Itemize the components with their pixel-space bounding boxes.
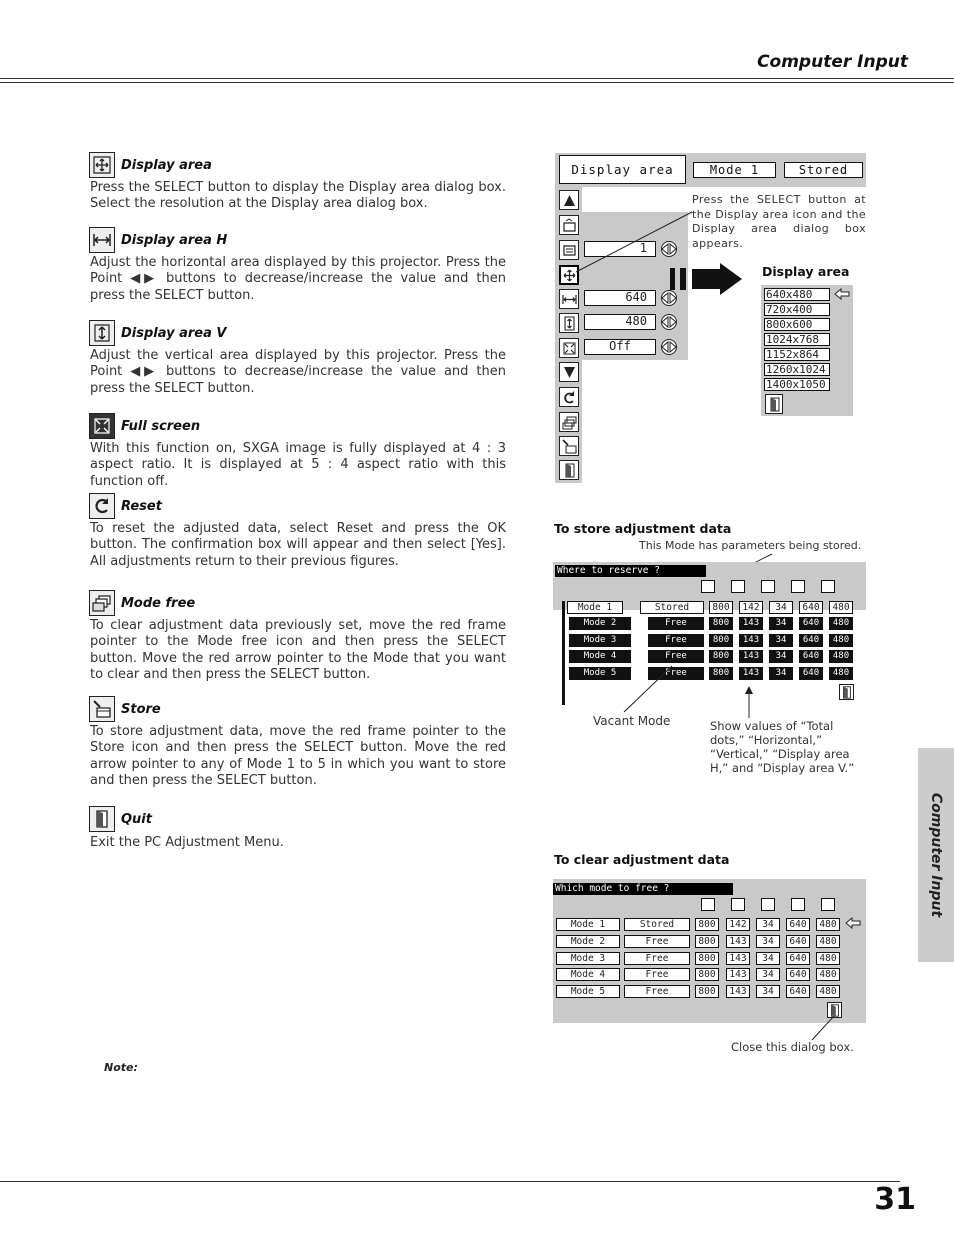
status-box: Stored [784, 162, 863, 178]
store-row-mode[interactable]: Mode 1 [567, 601, 623, 614]
clear-row-value: 640 [786, 935, 810, 948]
section-body: To clear adjustment data previously set, move the red frame pointer to the Mode free icon and then press the SELECT button. Move the red arrow pointer to the Mode that you want to clear and then press the SELECT button. [90, 618, 506, 682]
clear-row-value: 480 [816, 935, 840, 948]
display-area-h-header-icon [791, 580, 805, 593]
clear-row-value: 34 [756, 985, 780, 998]
vertical-header-icon [761, 898, 775, 911]
clear-row-mode[interactable]: Mode 5 [556, 985, 620, 998]
display-area-h-icon [89, 227, 115, 253]
menu-title-box: Display area [559, 155, 686, 184]
section-store [89, 695, 161, 723]
store-row-value: 800 [709, 650, 733, 663]
close-caption: Close this dialog box. [731, 1040, 854, 1054]
header-rule [0, 78, 954, 79]
store-row-status[interactable]: Free [648, 617, 704, 630]
clear-row-value: 800 [695, 952, 719, 965]
quit-menu-icon[interactable] [559, 460, 579, 480]
clear-row-value: 480 [816, 918, 840, 931]
section-body: Exit the PC Adjustment Menu. [90, 835, 284, 850]
store-icon [89, 696, 115, 722]
resolution-item[interactable]: 1400x1050 [764, 378, 830, 391]
store-row-value: 142 [739, 601, 763, 614]
right-arrow-icon [692, 263, 742, 295]
store-dialog-title: Where to reserve ? [555, 565, 706, 577]
side-tab-label: Computer Input [928, 792, 944, 918]
clear-row-mode[interactable]: Mode 2 [556, 935, 620, 948]
vacant-mode-caption: Vacant Mode [593, 714, 671, 728]
store-row-value: 34 [769, 667, 793, 680]
store-row-value: 800 [709, 617, 733, 630]
reset-menu-icon[interactable] [559, 387, 579, 407]
full-screen-menu-icon[interactable] [559, 338, 579, 358]
clear-row-value: 640 [786, 918, 810, 931]
display-area-callout: Press the SELECT button at the Display area icon and the Display area dialog box appears. [692, 193, 866, 250]
quit-icon [89, 806, 115, 832]
section-body: Press the SELECT button to display the Display area dialog box. Select the resolution at the Display area dialog box. [90, 180, 506, 212]
resolution-item[interactable]: 800x600 [764, 318, 830, 331]
resolution-item[interactable]: 720x400 [764, 303, 830, 316]
section-display-area-h [89, 226, 227, 254]
section-body: To store adjustment data, move the red frame pointer to the Store icon and then press the SELECT button. Move the red arrow pointer to any of Mode 1 to 5 in which you want to store and then press the SELECT button. [90, 724, 506, 788]
clear-row-value: 480 [816, 952, 840, 965]
section-title: Reset [121, 498, 162, 514]
store-row-value: 143 [739, 634, 763, 647]
store-row-value: 34 [769, 634, 793, 647]
full-screen-icon [89, 413, 115, 439]
reset-icon [89, 493, 115, 519]
store-row-value: 480 [829, 650, 853, 663]
section-title: Display area V [121, 325, 227, 341]
section-title: Display area [121, 157, 212, 173]
clear-dialog-title: Which mode to free ? [553, 883, 733, 895]
vertical-header-icon [761, 580, 775, 593]
resolution-item[interactable]: 1024x768 [764, 333, 830, 346]
scroll-up-icon[interactable] [559, 190, 579, 210]
store-row-mode[interactable]: Mode 4 [569, 650, 631, 663]
store-row-value: 800 [709, 634, 733, 647]
section-quit [89, 805, 152, 833]
total-dots-header-icon [701, 898, 715, 911]
clear-row-value: 143 [726, 968, 750, 981]
point-lr-icon[interactable] [659, 314, 679, 330]
clear-row-status[interactable]: Stored [624, 918, 690, 931]
clear-row-value: 800 [695, 935, 719, 948]
total-dots-value[interactable]: 1 [584, 241, 656, 257]
horizontal-header-icon [731, 898, 745, 911]
display-area-h-menu-icon[interactable] [559, 289, 579, 309]
display-area-h-header-icon [791, 898, 805, 911]
store-row-mode[interactable]: Mode 2 [569, 617, 631, 630]
section-title: Quit [121, 811, 152, 827]
store-row-value: 143 [739, 667, 763, 680]
display-area-v-value[interactable]: 480 [584, 314, 656, 330]
display-area-icon [89, 152, 115, 178]
store-row-status[interactable]: Free [648, 650, 704, 663]
pointer-arrow-icon [845, 917, 861, 929]
point-lr-icon[interactable] [659, 290, 679, 306]
clear-row-value: 34 [756, 968, 780, 981]
store-row-value: 143 [739, 650, 763, 663]
resolution-item[interactable]: 640x480 [764, 288, 830, 301]
store-row-mode[interactable]: Mode 5 [569, 667, 631, 680]
mode-free-menu-icon[interactable] [559, 412, 579, 432]
clear-row-value: 640 [786, 952, 810, 965]
store-rows-left-bar [562, 601, 565, 705]
store-row-value: 480 [829, 634, 853, 647]
clear-row-value: 143 [726, 935, 750, 948]
store-row-value: 34 [769, 650, 793, 663]
section-title: Store [121, 701, 161, 717]
arrow-bar-2 [680, 268, 686, 290]
side-tab [918, 748, 954, 962]
dialog-label: Display area [762, 264, 850, 279]
store-row-status[interactable]: Stored [640, 601, 704, 614]
clear-row-value: 143 [726, 985, 750, 998]
section-body: With this function on, SXGA image is fully displayed at 4 : 3 aspect ratio. It is displayed at 5 : 4 aspect ratio with this function off. [90, 441, 506, 489]
show-values-caption: Show values of “Total dots,” “Horizontal,” “Vertical,” “Display area H,” and “Display area V.” [710, 719, 855, 775]
section-full-screen [89, 412, 200, 440]
clear-row-value: 800 [695, 918, 719, 931]
scroll-down-icon[interactable] [559, 362, 579, 382]
pointer-arrow-icon [834, 288, 850, 300]
arrow-bar-1 [670, 268, 675, 290]
store-row-value: 480 [829, 601, 853, 614]
header-rule-thin [0, 82, 954, 83]
total-dots-header-icon [701, 580, 715, 593]
clear-row-value: 143 [726, 952, 750, 965]
resolution-item[interactable]: 1152x864 [764, 348, 830, 361]
vacant-leader-line [620, 660, 680, 716]
store-row-value: 480 [829, 667, 853, 680]
store-row-value: 800 [709, 667, 733, 680]
mode-free-icon [89, 590, 115, 616]
clear-row-status[interactable]: Free [624, 968, 690, 981]
clear-row-value: 34 [756, 935, 780, 948]
clear-row-value: 34 [756, 918, 780, 931]
quit-dialog-icon[interactable] [765, 394, 783, 414]
display-area-v-icon [89, 320, 115, 346]
horizontal-header-icon [731, 580, 745, 593]
clear-row-value: 640 [786, 968, 810, 981]
section-body: Adjust the vertical area displayed by this projector. Press the Point ◀▶ buttons to decrease/increase the value and then press the SELECT button. [90, 348, 506, 396]
store-row-value: 640 [799, 617, 823, 630]
section-display-area-v [89, 319, 226, 347]
section-title: Full screen [121, 418, 201, 434]
store-row-status[interactable]: Free [648, 667, 704, 680]
clear-row-mode[interactable]: Mode 4 [556, 968, 620, 981]
section-body: Adjust the horizontal area displayed by this projector. Press the Point ◀▶ buttons to decrease/increase the value and then press the SELECT button. [90, 255, 506, 303]
full-screen-value[interactable]: Off [584, 339, 656, 355]
display-area-v-menu-icon[interactable] [559, 313, 579, 333]
clear-row-status[interactable]: Free [624, 935, 690, 948]
clear-row-mode[interactable]: Mode 1 [556, 918, 620, 931]
store-row-value: 34 [769, 617, 793, 630]
clear-row-status[interactable]: Free [624, 952, 690, 965]
page-header-title: Computer Input [757, 52, 908, 72]
store-row-value: 143 [739, 617, 763, 630]
display-area-h-value[interactable]: 640 [584, 290, 656, 306]
store-row-value: 640 [799, 634, 823, 647]
quit-store-icon[interactable] [839, 684, 854, 700]
clear-row-value: 480 [816, 985, 840, 998]
clear-row-value: 800 [695, 985, 719, 998]
store-row-value: 34 [769, 601, 793, 614]
values-leader-arrow [742, 684, 756, 720]
store-heading: To store adjustment data [554, 521, 732, 536]
clear-row-value: 480 [816, 968, 840, 981]
clear-row-mode[interactable]: Mode 3 [556, 952, 620, 965]
clear-heading: To clear adjustment data [554, 852, 730, 867]
close-leader-line [808, 1014, 838, 1042]
section-display-area [89, 151, 212, 179]
clear-row-value: 34 [756, 952, 780, 965]
clear-row-value: 142 [726, 918, 750, 931]
section-reset [89, 492, 162, 520]
resolution-item[interactable]: 1260x1024 [764, 363, 830, 376]
store-row-mode[interactable]: Mode 3 [569, 634, 631, 647]
store-caption-top: This Mode has parameters being stored. [639, 539, 862, 552]
mode-box: Mode 1 [693, 162, 776, 178]
section-title: Mode free [121, 595, 196, 611]
section-title: Display area H [121, 232, 228, 248]
store-row-value: 640 [799, 650, 823, 663]
store-row-value: 640 [799, 667, 823, 680]
display-area-v-header-icon [821, 898, 835, 911]
store-row-value: 480 [829, 617, 853, 630]
clear-row-value: 800 [695, 968, 719, 981]
store-row-status[interactable]: Free [648, 634, 704, 647]
clear-row-value: 640 [786, 985, 810, 998]
callout-leader-line [572, 210, 696, 276]
section-mode-free [89, 589, 195, 617]
page-number: 31 [874, 1182, 916, 1217]
store-row-value: 640 [799, 601, 823, 614]
display-area-v-header-icon [821, 580, 835, 593]
section-body: To reset the adjusted data, select Reset and press the OK button. The confirmation box will appear and then select [Yes]. All adjustments return to their previous figures. [90, 521, 506, 569]
footer-rule [0, 1181, 900, 1182]
clear-row-status[interactable]: Free [624, 985, 690, 998]
store-menu-icon[interactable] [559, 436, 579, 456]
point-lr-icon[interactable] [659, 339, 679, 355]
store-row-value: 800 [709, 601, 733, 614]
note-label: Note: [104, 1061, 138, 1074]
